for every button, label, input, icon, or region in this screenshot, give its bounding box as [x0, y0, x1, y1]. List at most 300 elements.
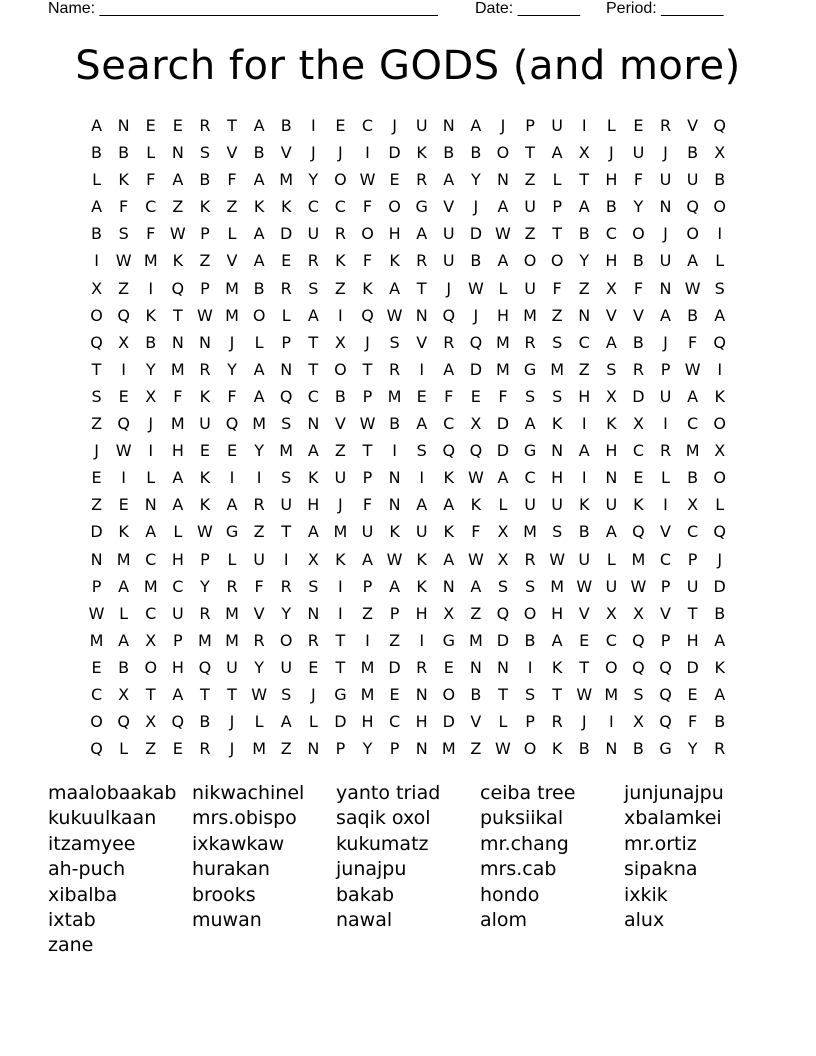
grid-letter[interactable]: Z	[91, 414, 103, 434]
grid-letter[interactable]: U	[226, 657, 238, 677]
grid-letter[interactable]: K	[416, 549, 427, 569]
grid-letter[interactable]: U	[605, 576, 618, 596]
grid-letter[interactable]: N	[469, 657, 482, 677]
grid-letter[interactable]: L	[254, 712, 264, 732]
grid-letter[interactable]: A	[470, 576, 482, 596]
grid-letter[interactable]: P	[660, 359, 671, 379]
grid-letter[interactable]: W	[684, 278, 701, 298]
grid-letter[interactable]: A	[497, 197, 509, 217]
grid-letter[interactable]: E	[633, 116, 644, 135]
grid-letter[interactable]: Z	[362, 603, 373, 623]
grid-letter[interactable]: J	[338, 143, 343, 163]
grid-letter[interactable]: X	[470, 414, 482, 434]
grid-letter[interactable]: Q	[117, 414, 130, 434]
grid-letter[interactable]: B	[524, 630, 536, 650]
grid-letter[interactable]: C	[145, 549, 157, 569]
grid-letter[interactable]: L	[227, 549, 237, 569]
grid-letter[interactable]: O	[442, 684, 456, 704]
grid-letter[interactable]: E	[389, 170, 400, 190]
grid-letter[interactable]: J	[148, 414, 154, 434]
grid-letter[interactable]: B	[389, 414, 401, 434]
grid-letter[interactable]: U	[605, 495, 618, 515]
grid-letter[interactable]: E	[118, 386, 129, 406]
grid-letter[interactable]: J	[229, 332, 235, 352]
grid-letter[interactable]: B	[253, 143, 265, 163]
grid-letter[interactable]: L	[498, 495, 508, 515]
grid-letter[interactable]: W	[359, 170, 376, 190]
grid-letter[interactable]: M	[143, 576, 158, 596]
grid-letter[interactable]: A	[362, 549, 373, 569]
grid-letter[interactable]: I	[148, 278, 154, 298]
grid-letter[interactable]: U	[686, 576, 699, 596]
grid-letter[interactable]: T	[172, 305, 183, 325]
grid-letter[interactable]: D	[388, 143, 401, 163]
grid-letter[interactable]: J	[473, 197, 479, 217]
grid-letter[interactable]: B	[578, 224, 590, 244]
grid-letter[interactable]: N	[90, 549, 103, 569]
grid-letter[interactable]: T	[227, 684, 237, 704]
grid-letter[interactable]: I	[338, 576, 343, 596]
grid-letter[interactable]: M	[279, 441, 294, 461]
grid-letter[interactable]: W	[495, 739, 511, 759]
grid-letter[interactable]: S	[281, 414, 292, 434]
grid-letter[interactable]: X	[118, 332, 130, 352]
grid-letter[interactable]: K	[199, 386, 211, 406]
grid-letter[interactable]: S	[524, 684, 536, 704]
grid-letter[interactable]: V	[443, 197, 455, 217]
grid-letter[interactable]: N	[496, 170, 509, 190]
grid-letter[interactable]: O	[523, 739, 537, 759]
grid-letter[interactable]: L	[715, 495, 725, 515]
grid-letter[interactable]: K	[714, 386, 725, 406]
grid-letter[interactable]: A	[497, 251, 509, 271]
grid-letter[interactable]: B	[118, 657, 130, 677]
grid-letter[interactable]: B	[687, 305, 699, 325]
grid-letter[interactable]: V	[660, 522, 671, 542]
grid-letter[interactable]: J	[338, 495, 343, 515]
grid-letter[interactable]: M	[360, 657, 375, 677]
grid-letter[interactable]: N	[307, 414, 320, 434]
grid-letter[interactable]: I	[365, 630, 370, 650]
grid-letter[interactable]: B	[118, 143, 130, 163]
grid-letter[interactable]: W	[386, 549, 403, 569]
grid-letter[interactable]: N	[551, 441, 564, 461]
grid-letter[interactable]: L	[606, 549, 616, 569]
grid-letter[interactable]: Y	[579, 251, 590, 271]
grid-letter[interactable]: E	[199, 441, 210, 461]
grid-letter[interactable]: Y	[227, 359, 237, 379]
grid-letter[interactable]: M	[89, 630, 104, 650]
grid-letter[interactable]: E	[687, 684, 698, 704]
grid-letter[interactable]: N	[659, 278, 672, 298]
grid-letter[interactable]: H	[578, 386, 591, 406]
grid-letter[interactable]: A	[172, 468, 184, 488]
grid-letter[interactable]: U	[551, 495, 563, 515]
grid-letter[interactable]: U	[442, 251, 455, 271]
grid-letter[interactable]: J	[663, 332, 668, 352]
grid-letter[interactable]: O	[334, 359, 347, 379]
grid-letter[interactable]: O	[605, 657, 618, 677]
grid-letter[interactable]: X	[632, 414, 644, 434]
grid-letter[interactable]: L	[146, 143, 156, 163]
grid-letter[interactable]: X	[632, 603, 644, 623]
grid-letter[interactable]: A	[145, 522, 157, 542]
grid-letter[interactable]: Z	[470, 739, 482, 759]
grid-letter[interactable]: A	[470, 116, 482, 135]
grid-letter[interactable]: T	[145, 684, 156, 704]
grid-letter[interactable]: C	[605, 630, 617, 650]
grid-letter[interactable]: H	[361, 712, 374, 732]
grid-letter[interactable]: U	[659, 170, 672, 190]
grid-letter[interactable]: M	[550, 359, 565, 379]
grid-letter[interactable]: U	[524, 278, 536, 298]
grid-letter[interactable]: V	[605, 305, 617, 325]
grid-letter[interactable]: T	[362, 441, 373, 461]
grid-letter[interactable]: O	[144, 657, 158, 677]
grid-letter[interactable]: Q	[659, 657, 672, 677]
grid-letter[interactable]: P	[389, 739, 400, 759]
grid-letter[interactable]: Z	[253, 522, 265, 542]
grid-letter[interactable]: R	[443, 332, 455, 352]
grid-letter[interactable]: M	[116, 549, 131, 569]
grid-letter[interactable]: Y	[470, 170, 481, 190]
grid-letter[interactable]: X	[145, 712, 157, 732]
grid-letter[interactable]: V	[632, 305, 644, 325]
grid-letter[interactable]: P	[200, 224, 210, 244]
grid-letter[interactable]: K	[551, 657, 563, 677]
grid-letter[interactable]: T	[525, 143, 535, 163]
grid-letter[interactable]: J	[608, 143, 614, 163]
grid-letter[interactable]: E	[118, 495, 129, 515]
date-field[interactable]: Date: _______	[475, 0, 580, 17]
grid-letter[interactable]: L	[715, 251, 725, 271]
grid-letter[interactable]: N	[659, 197, 672, 217]
grid-letter[interactable]: M	[170, 359, 185, 379]
grid-letter[interactable]: R	[280, 278, 292, 298]
grid-letter[interactable]: V	[416, 332, 428, 352]
grid-letter[interactable]: Q	[279, 386, 293, 406]
grid-letter[interactable]: B	[470, 251, 482, 271]
grid-letter[interactable]: C	[388, 712, 401, 732]
grid-letter[interactable]: Q	[686, 197, 699, 217]
grid-letter[interactable]: Q	[632, 657, 645, 677]
grid-letter[interactable]: A	[687, 386, 699, 406]
grid-letter[interactable]: P	[389, 603, 400, 623]
grid-letter[interactable]: N	[307, 739, 320, 759]
grid-letter[interactable]: V	[470, 712, 482, 732]
grid-letter[interactable]: G	[334, 684, 347, 704]
grid-letter[interactable]: R	[714, 739, 726, 759]
grid-letter[interactable]: P	[362, 468, 373, 488]
grid-letter[interactable]: Y	[145, 359, 156, 379]
grid-letter[interactable]: T	[335, 657, 346, 677]
grid-letter[interactable]: O	[388, 197, 401, 217]
grid-letter[interactable]: F	[146, 170, 156, 190]
grid-letter[interactable]: J	[365, 332, 370, 352]
grid-letter[interactable]: I	[310, 116, 316, 135]
grid-letter[interactable]: M	[523, 305, 537, 325]
grid-letter[interactable]: S	[524, 386, 536, 406]
grid-letter[interactable]: Q	[117, 712, 130, 732]
grid-letter[interactable]: N	[307, 603, 320, 623]
grid-letter[interactable]: T	[91, 359, 102, 379]
grid-letter[interactable]: H	[415, 712, 428, 732]
grid-letter[interactable]: A	[578, 197, 590, 217]
grid-letter[interactable]: K	[443, 468, 455, 488]
grid-letter[interactable]: B	[91, 224, 103, 244]
grid-letter[interactable]: U	[659, 386, 672, 406]
grid-letter[interactable]: S	[281, 468, 292, 488]
grid-letter[interactable]: V	[660, 603, 671, 623]
grid-letter[interactable]: Y	[254, 657, 264, 677]
grid-letter[interactable]: M	[279, 170, 294, 190]
grid-letter[interactable]: R	[659, 441, 672, 461]
grid-letter[interactable]: C	[145, 197, 157, 217]
grid-letter[interactable]: R	[253, 495, 265, 515]
grid-letter[interactable]: J	[500, 116, 506, 135]
grid-letter[interactable]: B	[714, 603, 726, 623]
grid-letter[interactable]: Z	[226, 197, 238, 217]
grid-letter[interactable]: S	[633, 684, 644, 704]
grid-letter[interactable]: C	[443, 414, 455, 434]
grid-letter[interactable]: B	[253, 278, 265, 298]
grid-letter[interactable]: D	[388, 657, 401, 677]
grid-letter[interactable]: T	[308, 332, 319, 352]
grid-letter[interactable]: K	[172, 251, 184, 271]
grid-letter[interactable]: T	[579, 170, 590, 190]
grid-letter[interactable]: B	[605, 197, 617, 217]
grid-letter[interactable]: I	[419, 630, 425, 650]
grid-letter[interactable]: M	[333, 522, 348, 542]
grid-letter[interactable]: H	[415, 603, 428, 623]
grid-letter[interactable]: A	[253, 386, 265, 406]
grid-letter[interactable]: O	[361, 224, 374, 244]
grid-letter[interactable]: M	[468, 630, 483, 650]
grid-letter[interactable]: N	[171, 332, 184, 352]
grid-letter[interactable]: L	[498, 278, 508, 298]
grid-letter[interactable]: E	[91, 468, 102, 488]
grid-letter[interactable]: R	[280, 576, 292, 596]
grid-letter[interactable]: H	[496, 305, 509, 325]
grid-letter[interactable]: A	[443, 495, 455, 515]
grid-letter[interactable]: U	[442, 224, 455, 244]
grid-letter[interactable]: H	[388, 224, 401, 244]
grid-letter[interactable]: O	[550, 251, 564, 271]
grid-letter[interactable]: O	[334, 170, 347, 190]
grid-letter[interactable]: A	[443, 549, 455, 569]
grid-letter[interactable]: D	[632, 386, 645, 406]
grid-letter[interactable]: A	[416, 414, 428, 434]
grid-letter[interactable]: T	[687, 603, 698, 623]
grid-letter[interactable]: Y	[200, 576, 210, 596]
grid-letter[interactable]: G	[415, 197, 428, 217]
grid-letter[interactable]: K	[633, 495, 644, 515]
grid-letter[interactable]: P	[173, 630, 183, 650]
grid-letter[interactable]: K	[118, 522, 129, 542]
grid-letter[interactable]: A	[253, 359, 265, 379]
grid-letter[interactable]: W	[467, 468, 484, 488]
grid-letter[interactable]: J	[717, 549, 723, 569]
grid-letter[interactable]: F	[173, 386, 183, 406]
grid-letter[interactable]: K	[416, 143, 427, 163]
grid-letter[interactable]: W	[251, 684, 268, 704]
grid-letter[interactable]: I	[581, 414, 587, 434]
grid-letter[interactable]: B	[199, 712, 211, 732]
grid-letter[interactable]: I	[608, 712, 614, 732]
grid-letter[interactable]: A	[660, 305, 671, 325]
grid-letter[interactable]: Q	[713, 116, 726, 135]
grid-letter[interactable]: R	[524, 549, 536, 569]
grid-letter[interactable]: I	[581, 468, 587, 488]
grid-letter[interactable]: B	[714, 170, 726, 190]
grid-letter[interactable]: W	[197, 305, 213, 325]
grid-letter[interactable]: A	[714, 305, 726, 325]
grid-letter[interactable]: X	[605, 278, 617, 298]
grid-letter[interactable]: C	[172, 576, 184, 596]
grid-letter[interactable]: Q	[171, 712, 185, 732]
grid-letter[interactable]: W	[115, 251, 132, 271]
grid-letter[interactable]: R	[659, 116, 672, 135]
grid-letter[interactable]: W	[549, 549, 566, 569]
grid-letter[interactable]: N	[442, 116, 455, 135]
grid-letter[interactable]: T	[552, 684, 563, 704]
grid-letter[interactable]: F	[362, 251, 373, 271]
grid-letter[interactable]: L	[119, 603, 129, 623]
grid-letter[interactable]: D	[713, 576, 726, 596]
grid-letter[interactable]: C	[659, 549, 672, 569]
grid-letter[interactable]: A	[687, 251, 699, 271]
grid-letter[interactable]: Q	[442, 441, 456, 461]
grid-letter[interactable]: F	[633, 170, 644, 190]
grid-letter[interactable]: D	[280, 224, 293, 244]
grid-letter[interactable]: A	[91, 116, 103, 135]
grid-letter[interactable]: U	[280, 657, 293, 677]
grid-letter[interactable]: P	[525, 116, 535, 135]
grid-letter[interactable]: I	[419, 468, 425, 488]
grid-letter[interactable]: O	[713, 414, 726, 434]
grid-letter[interactable]: W	[467, 278, 484, 298]
grid-letter[interactable]: M	[225, 603, 239, 623]
grid-letter[interactable]: A	[172, 170, 184, 190]
grid-letter[interactable]: Q	[90, 739, 103, 759]
grid-letter[interactable]: I	[256, 468, 262, 488]
grid-letter[interactable]: T	[552, 224, 563, 244]
grid-letter[interactable]: Q	[225, 414, 239, 434]
grid-letter[interactable]: Q	[713, 522, 726, 542]
grid-letter[interactable]: F	[444, 386, 454, 406]
grid-letter[interactable]: L	[173, 522, 183, 542]
grid-letter[interactable]: W	[88, 603, 105, 623]
grid-letter[interactable]: W	[467, 549, 484, 569]
grid-letter[interactable]: H	[605, 441, 618, 461]
grid-letter[interactable]: E	[633, 468, 644, 488]
grid-letter[interactable]: N	[117, 116, 130, 135]
grid-letter[interactable]: Q	[90, 332, 103, 352]
grid-letter[interactable]: N	[605, 739, 618, 759]
grid-letter[interactable]: K	[335, 251, 346, 271]
grid-letter[interactable]: R	[416, 657, 428, 677]
grid-letter[interactable]: R	[551, 712, 563, 732]
grid-letter[interactable]: K	[389, 251, 400, 271]
grid-letter[interactable]: R	[632, 359, 644, 379]
grid-letter[interactable]: O	[90, 712, 103, 732]
grid-letter[interactable]: B	[91, 143, 103, 163]
grid-letter[interactable]: A	[389, 576, 401, 596]
grid-letter[interactable]: Z	[578, 278, 590, 298]
grid-letter[interactable]: X	[632, 712, 644, 732]
grid-letter[interactable]: M	[198, 630, 212, 650]
grid-letter[interactable]: M	[496, 332, 510, 352]
grid-letter[interactable]: W	[169, 224, 186, 244]
grid-letter[interactable]: X	[497, 522, 509, 542]
grid-letter[interactable]: W	[359, 414, 376, 434]
grid-letter[interactable]: I	[229, 468, 235, 488]
grid-letter[interactable]: T	[579, 657, 590, 677]
grid-letter[interactable]: M	[387, 386, 402, 406]
grid-letter[interactable]: P	[200, 278, 210, 298]
grid-letter[interactable]: Z	[578, 359, 590, 379]
grid-letter[interactable]: R	[416, 170, 428, 190]
grid-letter[interactable]: A	[551, 630, 563, 650]
grid-letter[interactable]: A	[497, 468, 509, 488]
grid-letter[interactable]: X	[145, 386, 157, 406]
grid-letter[interactable]: F	[498, 386, 508, 406]
grid-letter[interactable]: M	[143, 251, 158, 271]
grid-letter[interactable]: J	[229, 739, 235, 759]
grid-letter[interactable]: R	[226, 576, 238, 596]
grid-letter[interactable]: Z	[145, 739, 157, 759]
grid-letter[interactable]: A	[307, 441, 319, 461]
grid-letter[interactable]: A	[443, 359, 455, 379]
grid-letter[interactable]: P	[660, 576, 671, 596]
grid-letter[interactable]: Y	[281, 603, 292, 623]
grid-letter[interactable]: N	[578, 305, 591, 325]
grid-letter[interactable]: Q	[659, 712, 672, 732]
grid-letter[interactable]: I	[663, 414, 668, 434]
grid-letter[interactable]: O	[496, 143, 510, 163]
grid-letter[interactable]: F	[227, 386, 237, 406]
grid-letter[interactable]: I	[338, 603, 343, 623]
grid-letter[interactable]: R	[199, 359, 211, 379]
grid-letter[interactable]: K	[416, 576, 427, 596]
grid-letter[interactable]: Y	[633, 197, 644, 217]
grid-letter[interactable]: E	[389, 684, 400, 704]
grid-letter[interactable]: A	[226, 495, 238, 515]
grid-letter[interactable]: K	[443, 522, 455, 542]
grid-letter[interactable]: O	[686, 224, 699, 244]
grid-letter[interactable]: F	[362, 495, 373, 515]
grid-letter[interactable]: S	[416, 441, 427, 461]
grid-letter[interactable]: X	[307, 549, 319, 569]
grid-letter[interactable]: A	[253, 170, 265, 190]
grid-letter[interactable]: U	[361, 522, 374, 542]
grid-letter[interactable]: C	[307, 197, 319, 217]
grid-letter[interactable]: V	[578, 603, 590, 623]
grid-letter[interactable]: Z	[280, 739, 292, 759]
grid-letter[interactable]: A	[524, 414, 536, 434]
grid-letter[interactable]: Q	[469, 332, 483, 352]
grid-letter[interactable]: N	[415, 305, 428, 325]
grid-letter[interactable]: T	[362, 359, 373, 379]
grid-letter[interactable]: W	[386, 305, 403, 325]
grid-letter[interactable]: B	[632, 739, 644, 759]
grid-letter[interactable]: C	[145, 603, 157, 623]
grid-letter[interactable]: J	[229, 712, 235, 732]
grid-letter[interactable]: D	[496, 414, 510, 434]
name-field[interactable]: Name: ______________________________________	[48, 0, 438, 17]
grid-letter[interactable]: N	[280, 359, 293, 379]
grid-letter[interactable]: J	[310, 684, 316, 704]
